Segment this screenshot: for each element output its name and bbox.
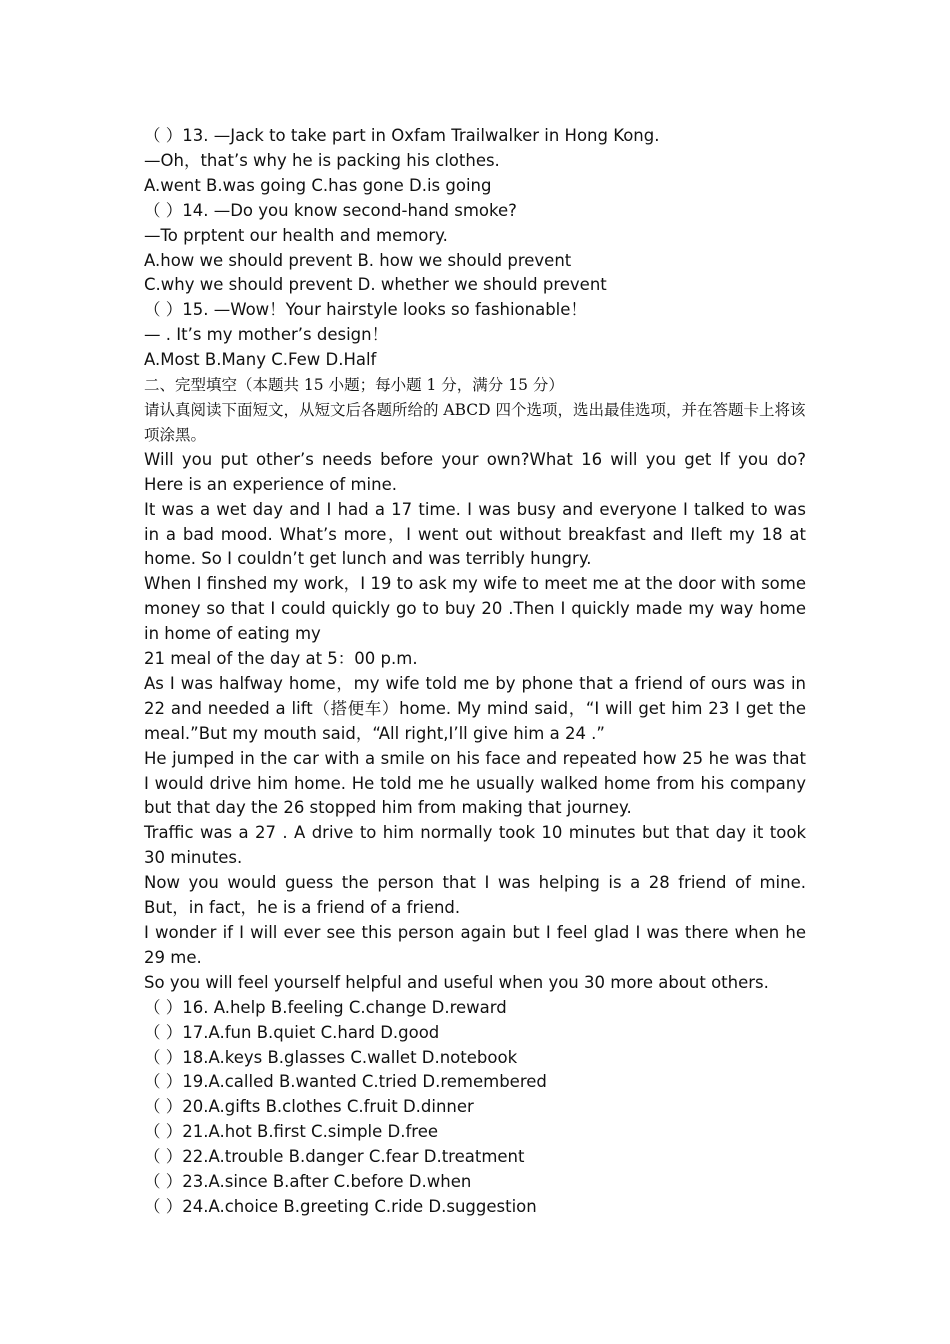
passage-paragraph: When I finshed my work，I 19 to ask my wife to meet me at the door with some money so that I could quickly go to buy 20 .Then I quickly made my way home in home of eating my	[144, 574, 806, 644]
passage-paragraph: Will you put other’s needs before your own?What 16 will you get lf you do? Here is an experience of mine.	[144, 449, 806, 494]
question-15	[144, 298, 806, 373]
question-15-stem: （ ）15. —Wow！Your hairstyle looks so fashionable！	[144, 300, 587, 320]
passage-paragraph: So you will feel yourself helpful and useful when you 30 more about others.	[144, 972, 769, 992]
option-row-21: （ ）21.A.hot B.first C.simple D.free	[144, 1122, 439, 1142]
question-13-options: A.went B.was going C.has gone D.is going	[144, 175, 492, 195]
passage-paragraph: 21 meal of the day at 5：00 p.m.	[144, 649, 418, 669]
cloze-passage	[144, 448, 806, 996]
question-13-stem: （ ）13. —Jack to take part in Oxfam Trailwalker in Hong Kong.	[144, 126, 660, 145]
option-row-17: （ ）17.A.fun B.quiet C.hard D.good	[144, 1022, 440, 1042]
option-row-20: （ ）20.A.gifts B.clothes C.fruit D.dinner	[144, 1097, 474, 1117]
option-row-23: （ ）23.A.since B.after C.before D.when	[144, 1172, 472, 1192]
passage-paragraph: Now you would guess the person that I was helping is a 28 friend of mine. But，in fact，he is a friend of a friend.	[144, 873, 806, 918]
option-row-22: （ ）22.A.trouble B.danger C.fear D.treatment	[144, 1147, 525, 1167]
cloze-options	[144, 996, 806, 1220]
passage-paragraph: He jumped in the car with a smile on his face and repeated how 25 he was that I would drive him home. He told me he usually walked home from his company but that day the 26 stopped him from making that journey.	[144, 748, 806, 818]
question-14-stem: （ ）14. —Do you know second-hand smoke?	[144, 200, 517, 220]
section-instruction: 请认真阅读下面短文，从短文后各题所给的 ABCD 四个选项，选出最佳选项，并在答题卡上将该项涂黑。	[144, 400, 806, 444]
question-14	[144, 199, 806, 299]
option-row-18: （ ）18.A.keys B.glasses C.wallet D.notebook	[144, 1047, 518, 1067]
section-title: 二、完型填空（本题共 15 小题；每小题 1 分，满分 15 分）	[144, 376, 564, 395]
document-page	[144, 124, 806, 1220]
passage-paragraph: As I was halfway home，my wife told me by phone that a friend of ours was in 22 and needed a lift（搭便车）home. My mind said，“I will get him 23 I get the meal.”But my mouth said，“All right,I’ll give him a 24 .”	[144, 673, 806, 743]
question-15-reply: — . It’s my mother’s design！	[144, 325, 389, 345]
question-14-reply: —To prptent our health and memory.	[144, 225, 448, 245]
question-15-options: A.Most B.Many C.Few D.Half	[144, 350, 377, 370]
passage-paragraph: I wonder if I will ever see this person again but I feel glad I was there when he 29 me.	[144, 923, 806, 967]
passage-paragraph: Traffic was a 27 . A drive to him normally took 10 minutes but that day it took 30 minutes.	[144, 823, 806, 868]
question-14-options-cd: C.why we should prevent D. whether we should prevent	[144, 275, 607, 295]
option-row-16: （ ）16. A.help B.feeling C.change D.reward	[144, 997, 507, 1017]
question-14-options-ab: A.how we should prevent B. how we should prevent	[144, 250, 572, 270]
question-13	[144, 124, 806, 199]
option-row-24: （ ）24.A.choice B.greeting C.ride D.suggestion	[144, 1196, 537, 1216]
option-row-19: （ ）19.A.called B.wanted C.tried D.remembered	[144, 1072, 547, 1092]
passage-paragraph: It was a wet day and I had a 17 time. I was busy and everyone I talked to was in a bad mood. What’s more，I went out without breakfast and Ileft my 18 at home. So I couldn’t get lunch and was terribly hungry.	[144, 499, 806, 569]
question-13-reply: —Oh，that’s why he is packing his clothes.	[144, 150, 500, 170]
